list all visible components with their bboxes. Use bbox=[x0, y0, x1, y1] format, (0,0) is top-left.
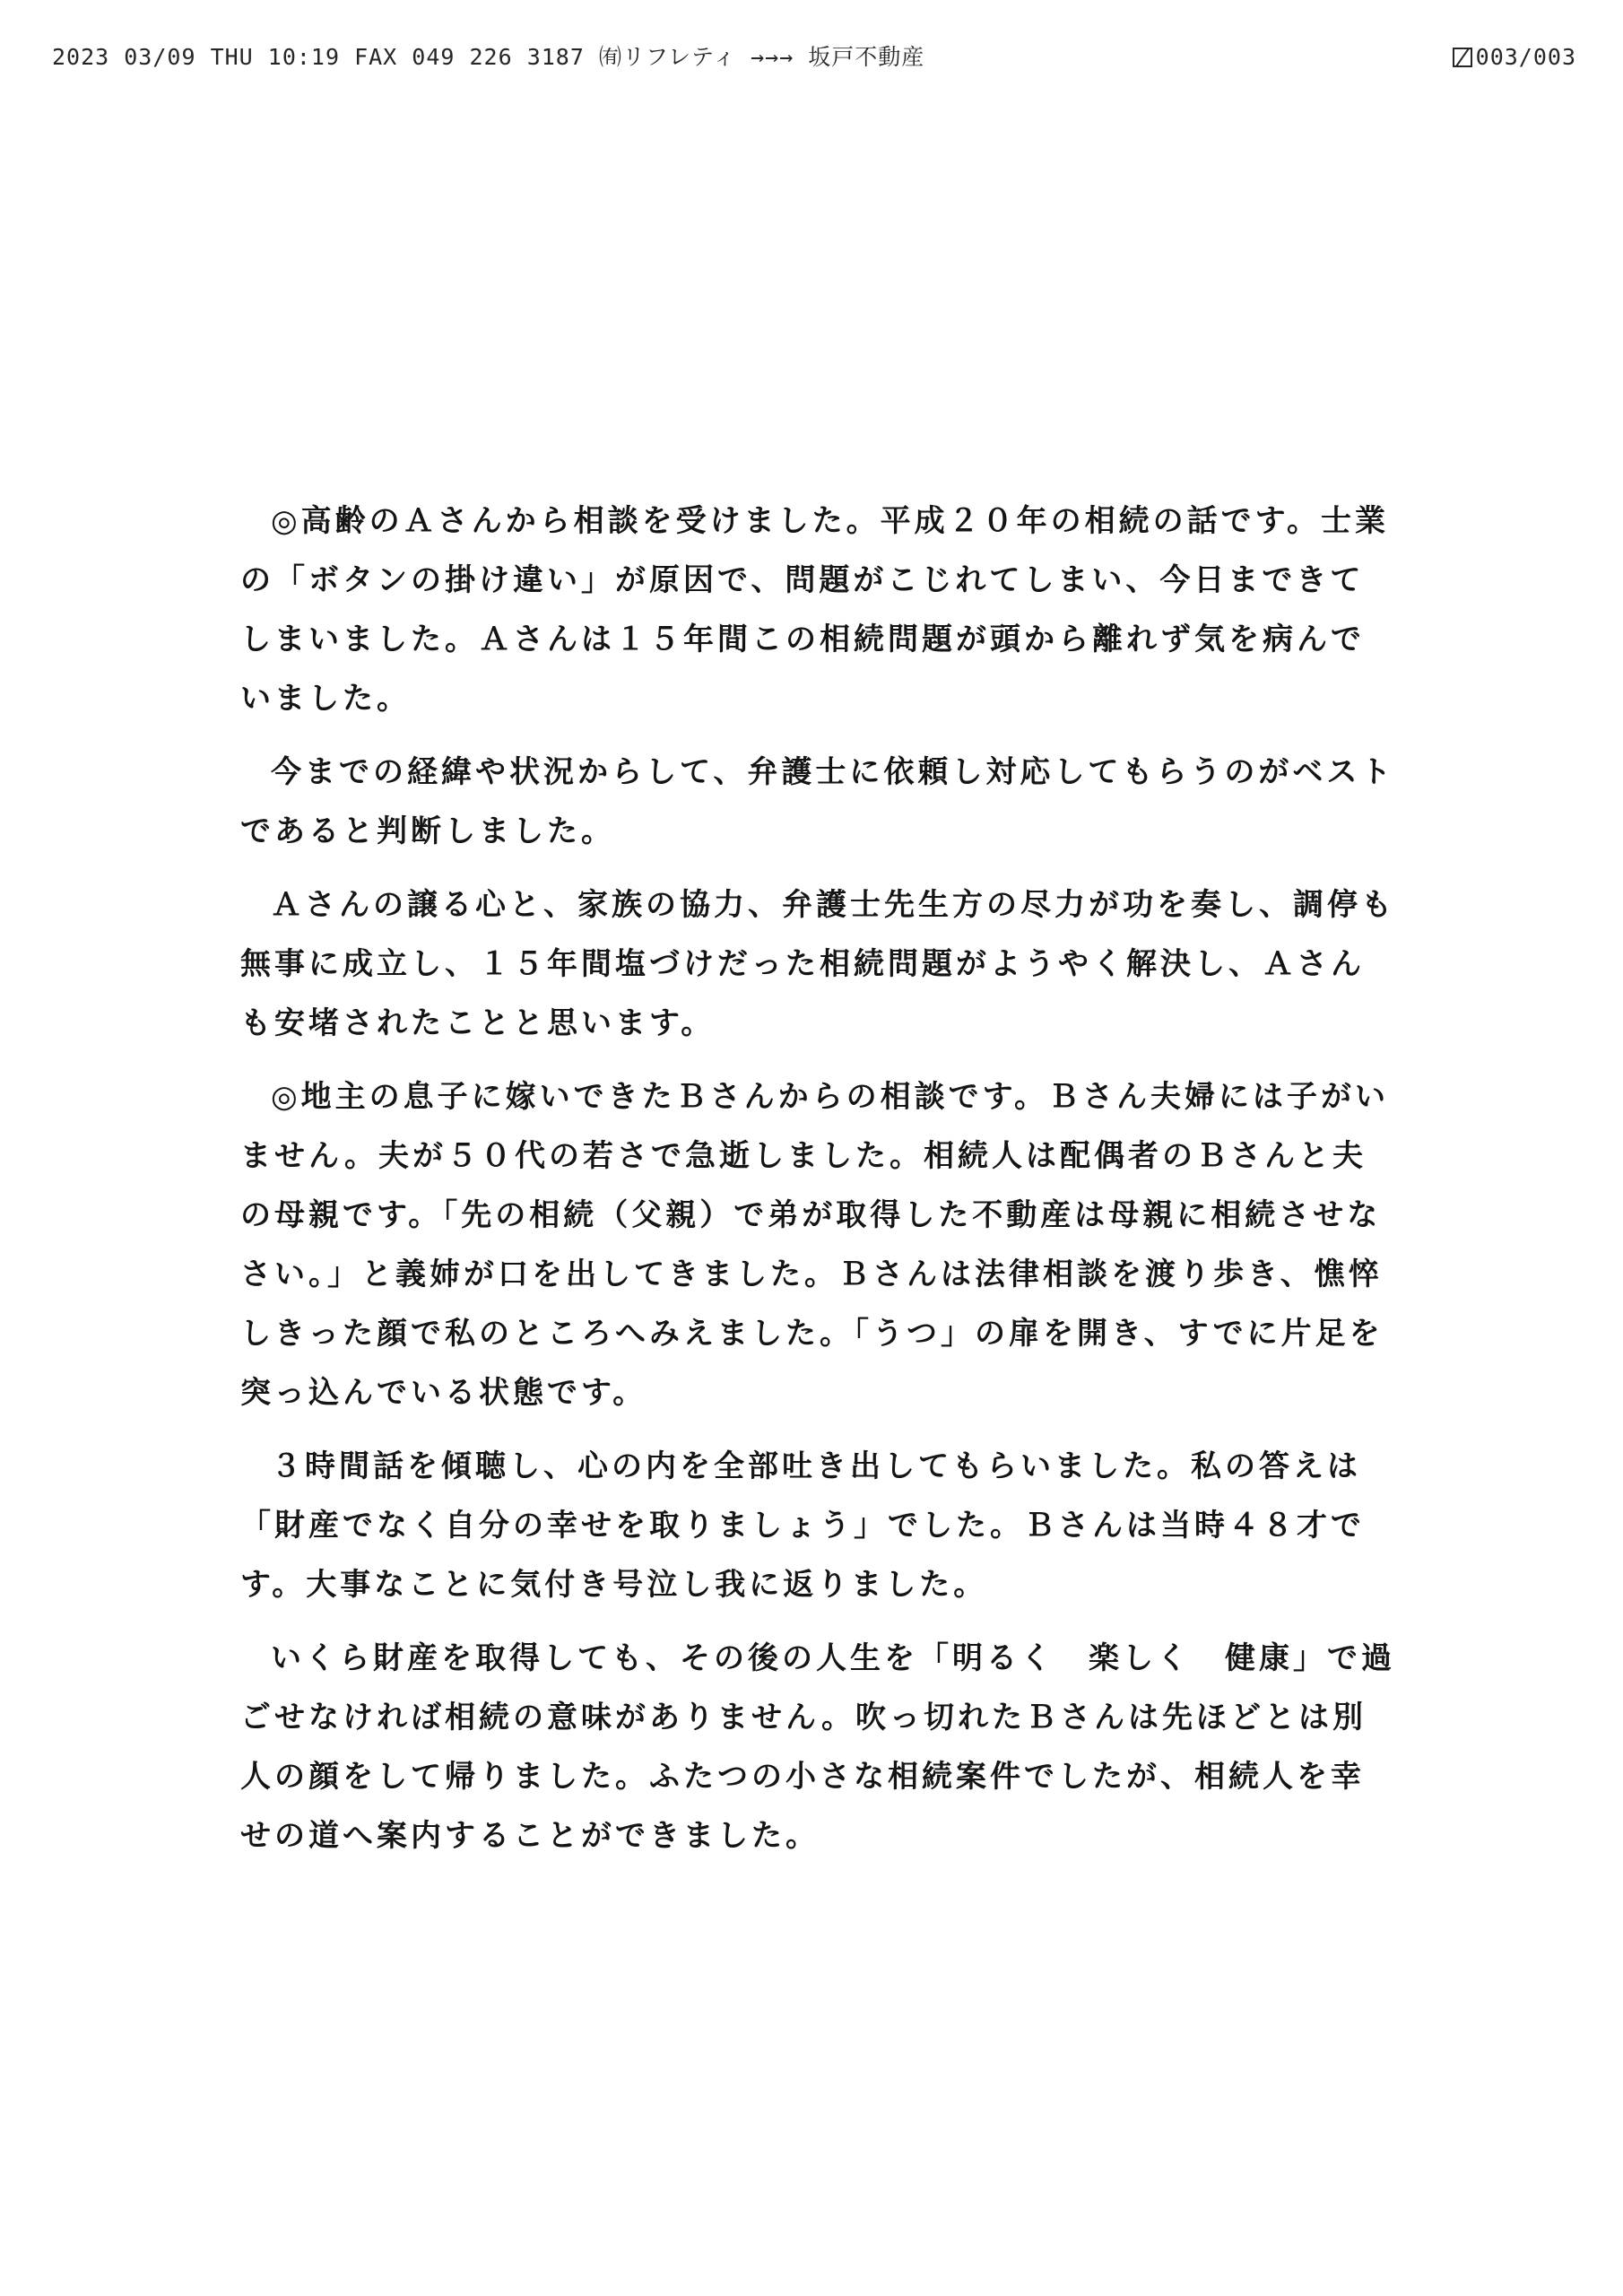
fax-page-number: 003/003 bbox=[1475, 44, 1576, 70]
fax-page-counter bbox=[1453, 39, 1576, 75]
fax-transmission-info: 2023 03/09 THU 10:19 FAX 049 226 3187 ㈲リフレティ →→→ 坂戸不動産 bbox=[52, 44, 925, 70]
paragraph-conclusion: いくら財産を取得しても、その後の人生を「明るく 楽しく 健康」で過ごせなければ相続の意味がありません。吹っ切れたＢさんは先ほどとは別人の顔をして帰りました。ふたつの小さな相続案件でしたが、相続人を幸せの道へ案内することができました。 bbox=[240, 1640, 1395, 1854]
document-body bbox=[240, 491, 1397, 1880]
paragraph-case-a-decision: 今までの経緯や状況からして、弁護士に依頼し対応してもらうのがベストであると判断しました。 bbox=[240, 754, 1395, 849]
paragraph-case-a-resolution: Ａさんの譲る心と、家族の協力、弁護士先生方の尽力が功を奏し、調停も無事に成立し、１５年間塩づけだった相続問題がようやく解決し、Ａさんも安堵されたことと思います。 bbox=[240, 887, 1395, 1041]
fax-page-mark-icon bbox=[1453, 48, 1472, 67]
paragraph-case-b-counsel: ３時間話を傾聴し、心の内を全部吐き出してもらいました。私の答えは「財産でなく自分の幸せを取りましょう」でした。Ｂさんは当時４８才です。大事なことに気付き号泣し我に返りました。 bbox=[240, 1448, 1365, 1603]
paragraph-case-a-intro: ◎高齢のＡさんから相談を受けました。平成２０年の相続の話です。士業の「ボタンの掛け違い」が原因で、問題がこじれてしまい、今日まできてしまいました。Ａさんは１５年間この相続問題が頭から離れず気を病んでいました。 bbox=[240, 503, 1389, 717]
paragraph-case-b-intro: ◎地主の息子に嫁いできたＢさんからの相談です。Ｂさん夫婦には子がいません。夫が５０代の若さで急逝しました。相続人は配偶者のＢさんと夫の母親です。「先の相続（父親）で弟が取得した不動産は母親に相続させなさい。」と義姉が口を出してきました。Ｂさんは法律相談を渡り歩き、憔悴しきった顔で私のところへみえました。「うつ」の扉を開き、すでに片足を突っ込んでいる状態です。 bbox=[240, 1079, 1389, 1411]
fax-header bbox=[52, 39, 1576, 75]
